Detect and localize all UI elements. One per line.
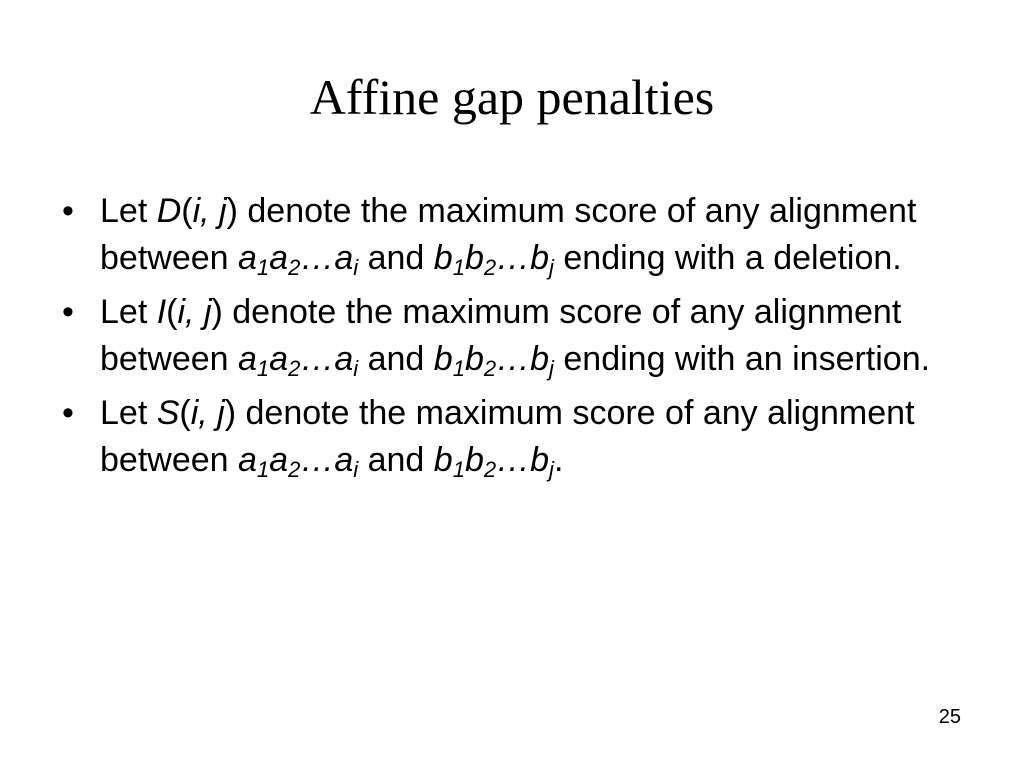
bullet-list bbox=[62, 188, 962, 491]
bullet-suffix: . bbox=[553, 441, 564, 479]
bullet-mid-text: denote the maximum score of any alignment between bbox=[100, 394, 915, 479]
bullet-suffix: ending with an insertion. bbox=[553, 340, 931, 378]
open-paren: ( bbox=[181, 192, 193, 230]
bullet-mid-text: denote the maximum score of any alignment between bbox=[100, 192, 917, 277]
conjunction: and bbox=[358, 239, 434, 277]
function-args: i, j bbox=[192, 192, 227, 230]
function-name: D bbox=[156, 192, 182, 230]
slide-title: Affine gap penalties bbox=[309, 69, 715, 125]
close-paren: ) bbox=[226, 192, 238, 230]
open-paren: ( bbox=[166, 293, 178, 331]
sequence-b: $b_1b_2\dots b_j$ bbox=[433, 340, 554, 381]
function-name: S bbox=[156, 394, 180, 432]
conjunction: and bbox=[358, 340, 434, 378]
function-name: I bbox=[156, 293, 167, 331]
bullet-suffix: ending with a deletion. bbox=[553, 239, 902, 277]
conjunction: and bbox=[358, 441, 434, 479]
function-args: i, j bbox=[190, 394, 225, 432]
sequence-b: $b_1b_2\dots b_j$ bbox=[433, 239, 554, 280]
open-paren: ( bbox=[179, 394, 191, 432]
close-paren: ) bbox=[224, 394, 237, 432]
bullet-prefix: Let bbox=[100, 394, 157, 432]
bullet-marker: • bbox=[62, 192, 74, 230]
bullet-marker: • bbox=[62, 394, 74, 432]
function-args: i, j bbox=[177, 293, 212, 331]
bullet-marker: • bbox=[62, 293, 74, 331]
close-paren: ) bbox=[211, 293, 223, 331]
bullet-item bbox=[62, 289, 962, 383]
bullet-item bbox=[62, 188, 962, 282]
bullet-prefix: Let bbox=[100, 192, 157, 230]
sequence-a: $a_1a_2\dots a_i$ bbox=[238, 441, 359, 482]
page-number: 25 bbox=[938, 706, 961, 728]
bullet-mid-text: denote the maximum score of any alignment between bbox=[100, 293, 902, 378]
sequence-b: $b_1b_2\dots b_j$ bbox=[433, 441, 554, 482]
sequence-a: $a_1a_2\dots a_i$ bbox=[238, 340, 359, 381]
bullet-prefix: Let bbox=[100, 293, 157, 331]
sequence-a: $a_1a_2\dots a_i$ bbox=[238, 239, 359, 280]
bullet-item bbox=[62, 390, 962, 484]
